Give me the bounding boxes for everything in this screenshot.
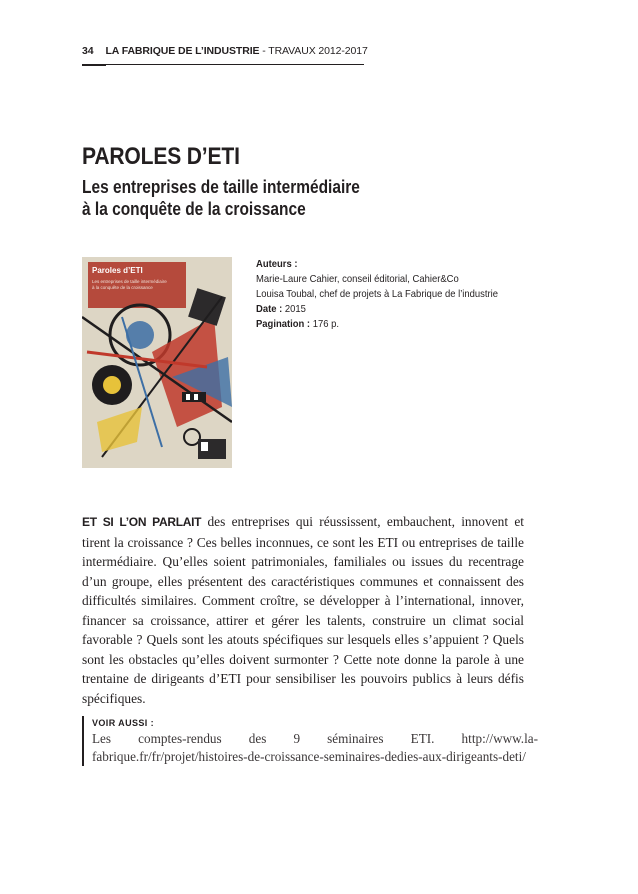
author-1: Marie-Laure Cahier, conseil éditorial, Cahier&Co [256,273,459,285]
see-also-label: VOIR AUSSI : [92,718,154,728]
header-rule [82,64,364,65]
page-title: PAROLES D’ETI [82,143,240,170]
authors-label: Auteurs : [256,258,298,270]
page-number: 34 [82,45,94,57]
cover-subtitle-line-2: à la conquête de la croissance [92,285,153,290]
date-value: 2015 [284,303,306,315]
header-section: TRAVAUX 2012-2017 [268,45,368,57]
pagination-row [256,317,544,332]
header-brand: LA FABRIQUE DE L’INDUSTRIE [105,45,260,57]
subtitle-line-1: Les entreprises de taille intermédiaire [82,177,360,197]
intro-body: des entreprises qui réussissent, embauchent, innovent et tirent la croissance ? Ces belles inconnues, ce sont les ETI ou entreprises de taille intermédiaire. Qu’elles soient patrimoniales, familiales ou issues du recentrage d’un groupe, elles présentent des caractéristiques communes et connaissent des difficultés similaires. Comment croître, se développer à l’international, innover, financer sa croissance, attirer et gérer les talents, construire un climat social favorable ? Quels sont les atouts spécifiques sur lesquels elles s’appuient ? Quels sont les obstacles qu’elles doivent surmonter ? Cette note donne la parole à une trentaine de dirigeants d’ETI pour sensibiliser les pouvoirs publics à leurs défis spécifiques. [82,514,524,706]
cover-subtitle-line-1: Les entreprises de taille intermédiaire [92,279,167,284]
pagination-label: Pagination : [256,318,311,330]
intro-lead: ET SI L’ON PARLAIT [82,515,202,529]
page-subtitle [82,176,360,220]
author-2: Louisa Toubal, chef de projets à La Fabrique de l’industrie [256,288,499,300]
date-label: Date : [256,303,283,315]
subtitle-line-2: à la conquête de la croissance [82,199,306,219]
see-also-box [82,716,538,766]
cover-subtitle [92,279,167,291]
header-separator: - [259,45,269,57]
cover-title: Paroles d’ETI [92,266,143,275]
page-header [82,44,368,58]
book-cover [82,257,232,468]
see-also-text: Les comptes-rendus des 9 séminaires ETI. http://www.la-fabrique.fr/fr/projet/histoires-de-croissance-seminaires-dedies-aux-dirigeants-deti/ [92,731,538,764]
date-row [256,302,544,317]
pagination-value: 176 p. [312,318,339,330]
book-metadata [256,257,544,332]
intro-paragraph [82,512,524,708]
